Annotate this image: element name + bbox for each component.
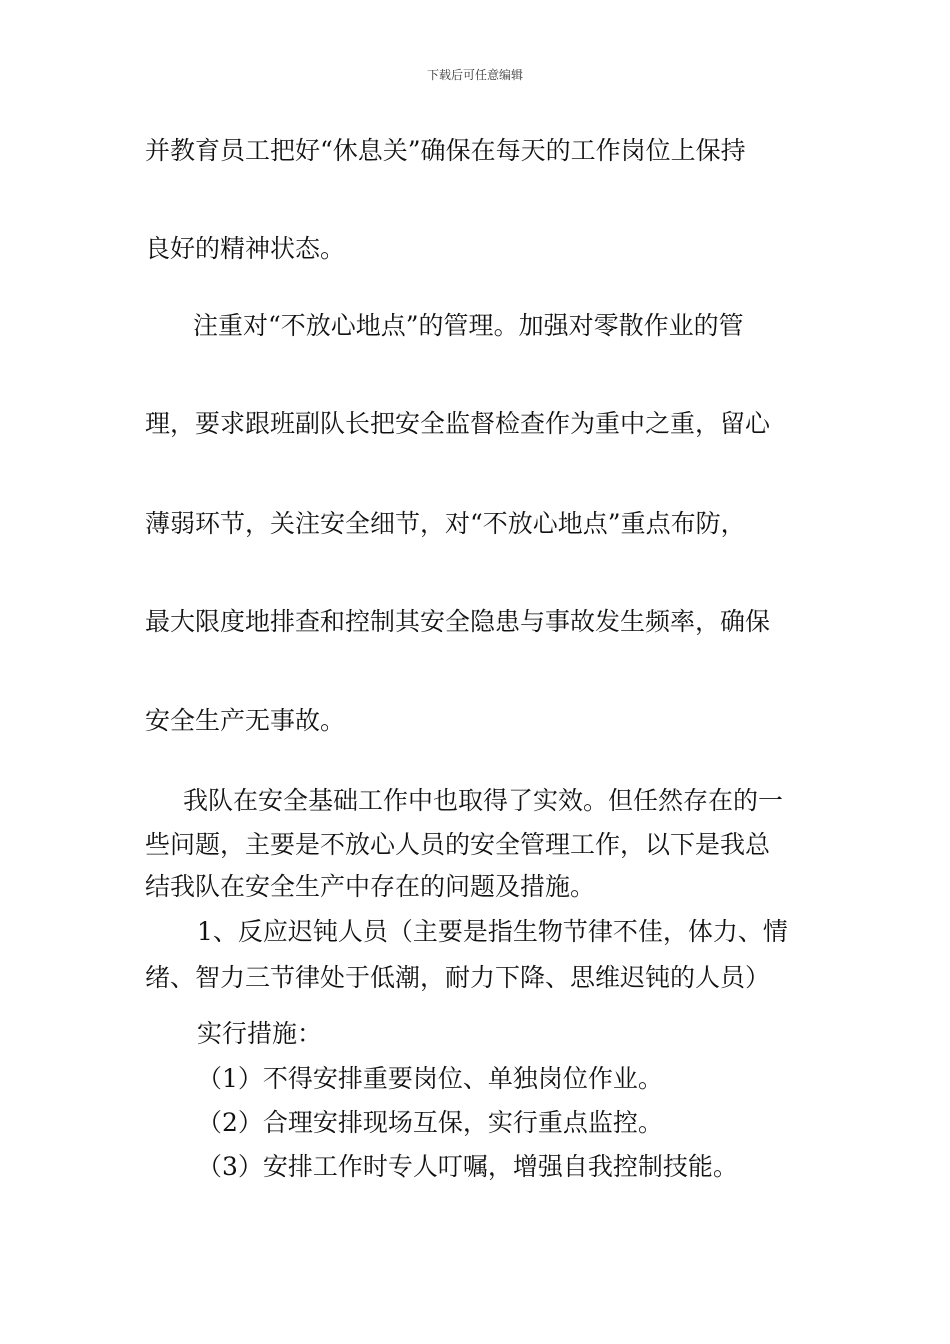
paragraph-line: 并教育员工把好“休息关”确保在每天的工作岗位上保持 [145,136,746,165]
list-item-heading: 1、反应迟钝人员（主要是指生物节律不佳，体力、情 [197,917,788,946]
paragraph-line: 我队在安全基础工作中也取得了实效。但任然存在的一 [183,786,784,815]
paragraph-line: 理，要求跟班副队长把安全监督检查作为重中之重，留心 [145,409,771,438]
paragraph-line: 绪、智力三节律处于低潮，耐力下降、思维迟钝的人员） [145,963,771,992]
measures-label: 实行措施： [197,1019,323,1048]
paragraph-line: 薄弱环节，关注安全细节，对“不放心地点”重点布防， [145,509,746,538]
paragraph-line: 安全生产无事故。 [145,706,346,735]
paragraph-line: 些问题，主要是不放心人员的安全管理工作，以下是我总 [145,830,771,859]
paragraph-line: 良好的精神状态。 [145,234,346,263]
paragraph-line: 注重对“不放心地点”的管理。加强对零散作业的管 [193,311,744,340]
paragraph-line: 最大限度地排查和控制其安全隐患与事故发生频率，确保 [145,607,771,636]
measure-item: （1）不得安排重要岗位、单独岗位作业。 [197,1064,663,1093]
paragraph-line: 结我队在安全生产中存在的问题及措施。 [145,872,596,901]
page-header: 下载后可任意编辑 [426,68,523,82]
measure-item: （2）合理安排现场互保，实行重点监控。 [197,1108,663,1137]
measure-item: （3）安排工作时专人叮嘱，增强自我控制技能。 [197,1152,738,1181]
